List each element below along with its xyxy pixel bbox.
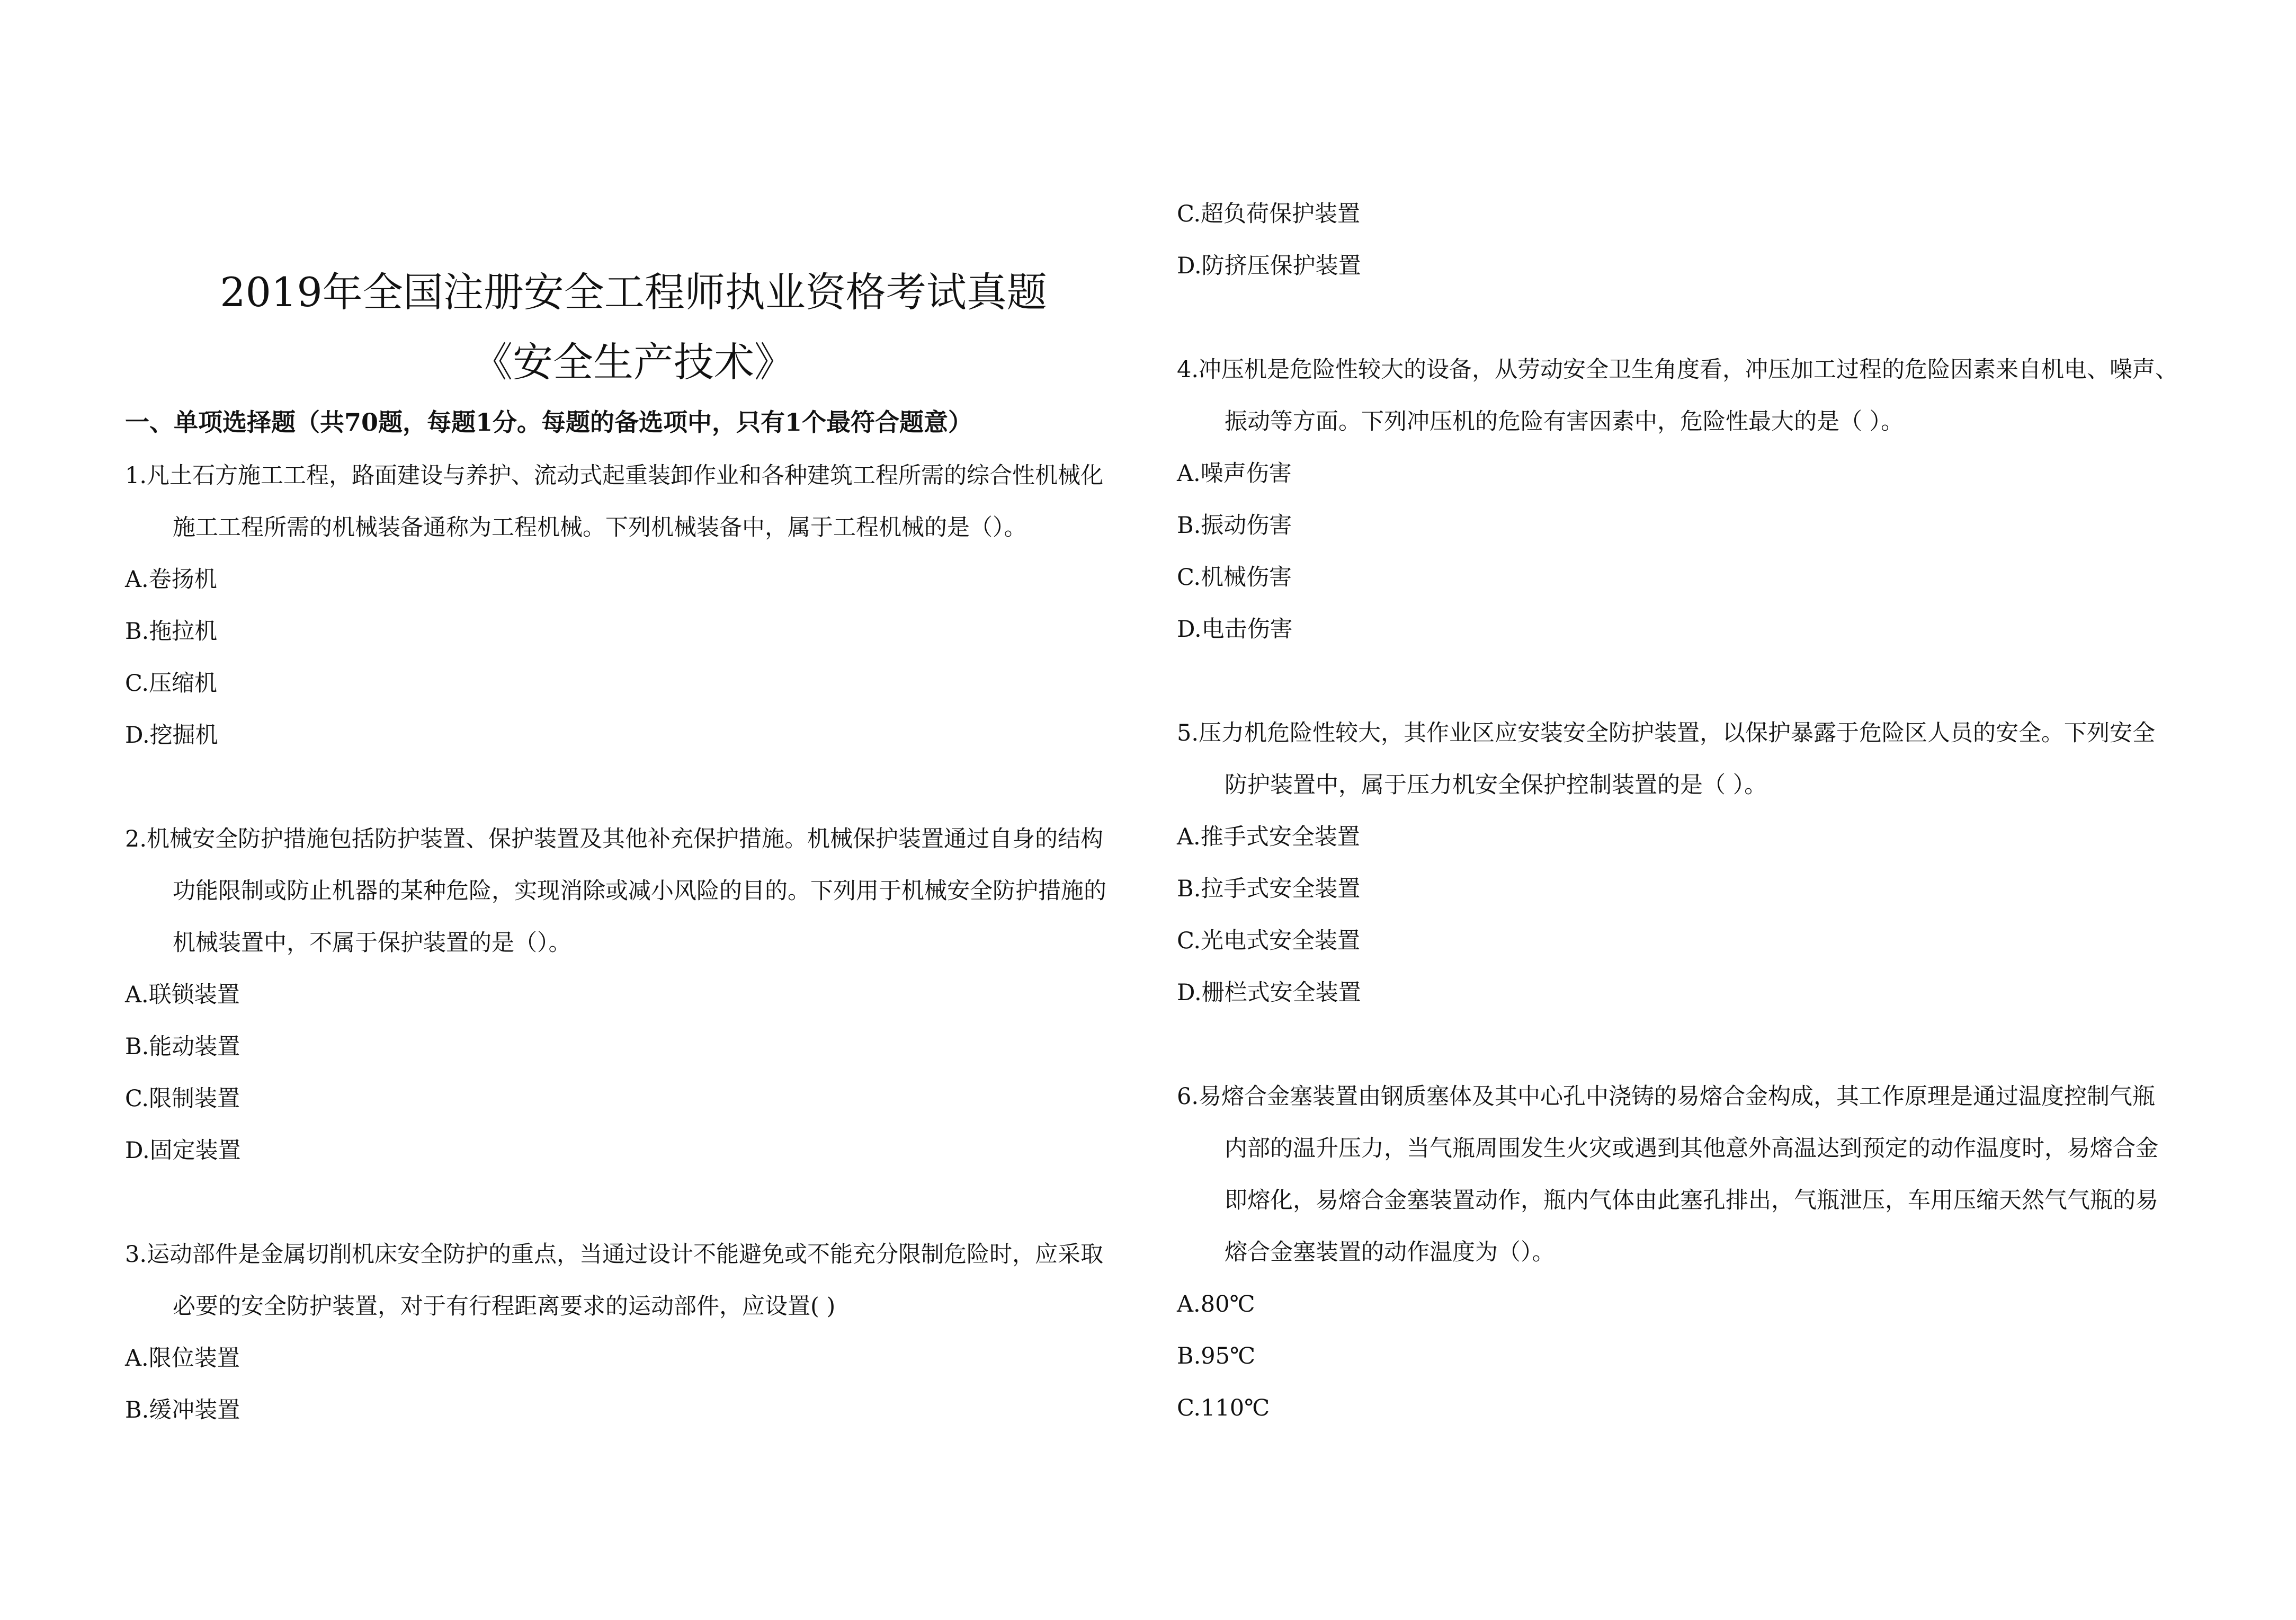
question-4-option-c: C.机械伤害 <box>1177 564 1292 591</box>
question-5-option-d: D.栅栏式安全装置 <box>1177 980 1361 1006</box>
question-6-option-a: A.80℃ <box>1177 1291 1255 1318</box>
question-4-option-a: A.噪声伤害 <box>1177 460 1292 487</box>
question-6-stem-line-2: 内部的温升压力，当气瓶周围发生火灾或遇到其他意外高温达到预定的动作温度时，易熔合金 <box>1225 1135 2158 1162</box>
question-6-stem-line-4: 熔合金塞装置的动作温度为（）。 <box>1225 1239 1555 1266</box>
question-2-option-a: A.联锁装置 <box>125 982 240 1008</box>
question-4-option-d: D.电击伤害 <box>1177 616 1293 643</box>
question-1-option-c: C.压缩机 <box>125 670 218 697</box>
question-5-option-a: A.推手式安全装置 <box>1177 824 1360 850</box>
question-1-option-d: D.挖掘机 <box>125 722 218 749</box>
question-3-option-b: B.缓冲装置 <box>125 1397 240 1423</box>
question-5-option-b: B.拉手式安全装置 <box>1177 876 1361 902</box>
question-1-stem-line-1: 1.凡土石方施工工程，路面建设与养护、流动式起重装卸作业和各种建筑工程所需的综合性机械化 <box>125 462 1104 489</box>
question-2-stem-line-1: 2.机械安全防护措施包括防护装置、保护装置及其他补充保护措施。机械保护装置通过自身的结构 <box>125 826 1104 852</box>
question-3-stem-line-2: 必要的安全防护装置，对于有行程距离要求的运动部件，应设置( ) <box>173 1293 836 1320</box>
question-2-stem-line-2: 功能限制或防止机器的某种危险，实现消除或减小风险的目的。下列用于机械安全防护措施的 <box>173 878 1106 904</box>
question-2-option-c: C.限制装置 <box>125 1085 240 1112</box>
question-6-stem-line-3: 即熔化，易熔合金塞装置动作，瓶内气体由此塞孔排出，气瓶泄压，车用压缩天然气气瓶的易 <box>1225 1187 2158 1214</box>
question-1-stem-line-2: 施工工程所需的机械装备通称为工程机械。下列机械装备中，属于工程机械的是（）。 <box>173 514 1027 541</box>
question-4-stem-line-1: 4.冲压机是危险性较大的设备，从劳动安全卫生角度看，冲压加工过程的危险因素来自机电、噪声、 <box>1177 357 2178 383</box>
exam-title: 2019年全国注册安全工程师执业资格考试真题 <box>220 269 1047 316</box>
question-3-option-a: A.限位装置 <box>125 1345 240 1372</box>
question-2-option-b: B.能动装置 <box>125 1034 240 1060</box>
question-2-stem-line-3: 机械装置中，不属于保护装置的是（）。 <box>173 930 571 956</box>
section-heading: 一、单项选择题（共70题，每题1分。每题的备选项中，只有1个最符合题意） <box>125 408 973 437</box>
exam-subtitle: 《安全生产技术》 <box>472 339 794 386</box>
question-1-option-a: A.卷扬机 <box>125 566 217 593</box>
question-5-stem-line-1: 5.压力机危险性较大，其作业区应安装安全防护装置，以保护暴露于危险区人员的安全。下列安全 <box>1177 720 2156 746</box>
question-3-option-d: D.防挤压保护装置 <box>1177 253 1361 279</box>
question-6-stem-line-1: 6.易熔合金塞装置由钢质塞体及其中心孔中浇铸的易熔合金构成，其工作原理是通过温度控制气瓶 <box>1177 1083 2156 1110</box>
question-2-option-d: D.固定装置 <box>125 1137 241 1164</box>
question-1-option-b: B.拖拉机 <box>125 618 218 645</box>
question-4-stem-line-2: 振动等方面。下列冲压机的危险有害因素中，危险性最大的是（ ）。 <box>1225 408 1904 435</box>
question-6-option-b: B.95℃ <box>1177 1343 1256 1369</box>
question-3-option-c: C.超负荷保护装置 <box>1177 201 1361 227</box>
question-4-option-b: B.振动伤害 <box>1177 512 1292 539</box>
question-6-option-c: C.110℃ <box>1177 1395 1270 1421</box>
question-5-stem-line-2: 防护装置中，属于压力机安全保护控制装置的是（ ）。 <box>1225 772 1767 798</box>
question-3-stem-line-1: 3.运动部件是金属切削机床安全防护的重点，当通过设计不能避免或不能充分限制危险时，应采取 <box>125 1241 1104 1268</box>
question-5-option-c: C.光电式安全装置 <box>1177 928 1361 954</box>
